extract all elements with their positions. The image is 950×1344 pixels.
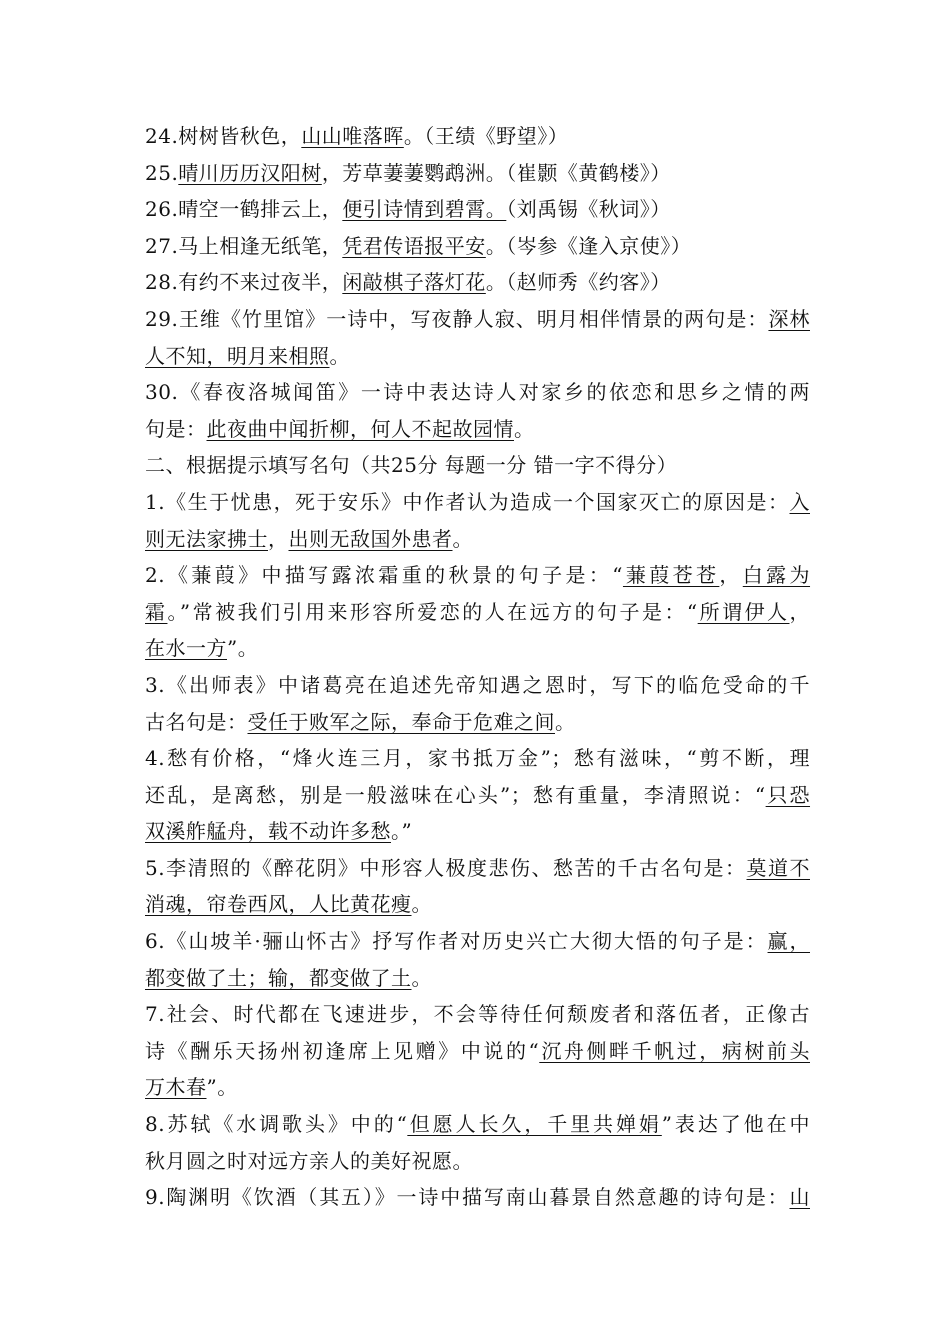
text-segment: ， — [268, 526, 289, 551]
doc-line — [145, 630, 810, 667]
text-segment: 3.《出师表》中诸葛亮在追述先帝知遇之恩时，写下的临危受命的千 — [145, 672, 810, 697]
doc-line — [145, 301, 810, 338]
answer-underlined: 沉舟侧畔千帆过，病树前头 — [539, 1038, 810, 1063]
doc-line — [145, 1069, 810, 1106]
text-segment: 。” — [391, 819, 413, 844]
doc-line — [145, 813, 810, 850]
text-segment: 。 — [452, 526, 473, 551]
text-segment: 。（赵师秀《约客》） — [485, 270, 671, 295]
text-segment: 。 — [411, 965, 432, 990]
doc-line — [145, 704, 810, 741]
text-segment: 1.《生于忧患，死于安乐》中作者认为造成一个国家灭亡的原因是： — [145, 489, 790, 514]
doc-line — [145, 411, 810, 448]
text-segment: 29.王维《竹里馆》一诗中，写夜静人寂、明月相伴情景的两句是： — [145, 306, 769, 331]
answer-underlined: 受任于败军之际，奉命于危难之间 — [247, 709, 555, 734]
answer-underlined: 万木春 — [145, 1075, 207, 1100]
answer-underlined: 白露为 — [742, 563, 811, 588]
text-segment: ， — [719, 563, 743, 588]
doc-line — [145, 338, 810, 375]
answer-underlined: 闲敲棋子落灯花 — [342, 270, 486, 295]
text-segment: 二、根据提示填写名句（共25分 每题一分 错一字不得分） — [145, 453, 678, 478]
answer-underlined: 消魂，帘卷西风，人比黄花瘦 — [145, 892, 412, 917]
answer-underlined: 人不知，明月来相照 — [145, 343, 330, 368]
text-segment: 。（岑参《逢入京使》） — [485, 233, 692, 258]
doc-line — [145, 264, 810, 301]
text-segment: 。 — [411, 892, 432, 917]
answer-underlined: 只恐 — [765, 782, 811, 807]
answer-underlined: 便引诗情到碧霄。 — [342, 197, 507, 222]
doc-line — [145, 996, 810, 1033]
text-segment: ， — [789, 599, 810, 624]
text-segment: 28.有约不来过夜半， — [145, 270, 343, 295]
doc-line — [145, 118, 810, 155]
text-segment: 26.晴空一鹤排云上， — [145, 197, 343, 222]
answer-underlined: 入 — [789, 489, 810, 514]
text-segment: 30.《春夜洛城闻笛》一诗中表达诗人对家乡的依恋和思乡之情的两 — [145, 380, 810, 405]
answer-underlined: 赢， — [767, 929, 810, 954]
answer-underlined: 山山唯落晖 — [301, 124, 404, 148]
answer-underlined: 深林 — [768, 306, 810, 331]
text-segment: 25. — [145, 160, 179, 185]
text-segment: 4.愁有价格，“烽火连三月，家书抵万金”；愁有滋味，“剪不断，理 — [145, 746, 810, 771]
text-segment: 24.树树皆秋色， — [145, 124, 302, 148]
doc-line — [145, 740, 810, 777]
text-segment: ”。 — [227, 636, 259, 661]
text-segment: 7.社会、时代都在飞速进步，不会等待任何颓废者和落伍者，正像古 — [145, 1002, 810, 1027]
answer-underlined: 则无法家拂士 — [145, 526, 268, 551]
text-segment: 27.马上相逢无纸笔， — [145, 233, 343, 258]
answer-underlined: 蒹葭苍苍 — [622, 563, 720, 588]
answer-underlined: 在水一方 — [145, 636, 227, 661]
text-segment: 。 — [329, 343, 350, 368]
text-segment: 。 — [555, 709, 576, 734]
text-segment: 古名句是： — [145, 709, 248, 734]
text-segment: 诗《酬乐天扬州初逢席上见赠》中说的“ — [145, 1038, 540, 1063]
text-segment: ”。 — [206, 1075, 238, 1100]
answer-underlined: 所谓伊人 — [697, 599, 790, 624]
answer-underlined: 此夜曲中闻折柳，何人不起故园情 — [206, 416, 514, 441]
doc-line — [145, 594, 810, 631]
doc-line — [145, 960, 810, 997]
text-segment: 2.《蒹葭》中描写露浓霜重的秋景的句子是：“ — [145, 563, 623, 588]
answer-underlined: 晴川历历汉阳树 — [178, 160, 322, 185]
doc-line — [145, 886, 810, 923]
answer-underlined: 都变做了土；输，都变做了土 — [145, 965, 412, 990]
doc-line — [145, 484, 810, 521]
text-segment: ，芳草萋萋鹦鹉洲。（崔颢《黄鹤楼》） — [321, 160, 671, 185]
section-heading — [145, 447, 810, 484]
doc-line — [145, 191, 810, 228]
answer-underlined: 出则无敌国外患者 — [288, 526, 453, 551]
answer-underlined: 山 — [789, 1185, 810, 1210]
text-segment: 。 — [514, 416, 535, 441]
doc-line — [145, 777, 810, 814]
text-segment: 5.李清照的《醉花阴》中形容人极度悲伤、愁苦的千古名句是： — [145, 855, 747, 880]
text-segment: 6.《山坡羊·骊山怀古》抒写作者对历史兴亡大彻大悟的句子是： — [145, 929, 768, 954]
text-segment: 还乱，是离愁，别是一般滋味在心头”；愁有重量，李清照说：“ — [145, 782, 766, 807]
text-segment: 9.陶渊明《饮酒（其五）》一诗中描写南山暮景自然意趣的诗句是： — [145, 1185, 790, 1210]
text-segment: 秋月圆之时对远方亲人的美好祝愿。 — [145, 1148, 473, 1173]
answer-underlined: 莫道不 — [746, 855, 810, 880]
doc-line — [145, 155, 810, 192]
doc-line — [145, 1179, 810, 1216]
doc-line — [145, 521, 810, 558]
text-segment: （刘禹锡《秋词》） — [506, 197, 671, 222]
answer-underlined: 但愿人长久，千里共婵娟 — [407, 1112, 662, 1137]
text-segment: 句是： — [145, 416, 207, 441]
answer-underlined: 双溪舴艋舟，载不动许多愁 — [145, 819, 391, 844]
text-segment: 8.苏轼《水调歌头》中的“ — [145, 1112, 408, 1137]
doc-line — [145, 923, 810, 960]
doc-line — [145, 1106, 810, 1143]
answer-underlined: 霜 — [145, 599, 168, 624]
text-segment: 。”常被我们引用来形容所爱恋的人在远方的句子是：“ — [167, 599, 698, 624]
doc-line — [145, 850, 810, 887]
doc-line — [145, 228, 810, 265]
document-page — [145, 118, 810, 1216]
text-segment: 。（王绩《野望》） — [403, 124, 569, 148]
doc-line — [145, 667, 810, 704]
doc-line — [145, 1143, 810, 1180]
doc-line — [145, 374, 810, 411]
doc-line — [145, 557, 810, 594]
answer-underlined: 凭君传语报平安 — [342, 233, 486, 258]
text-segment: ”表达了他在中 — [661, 1112, 810, 1137]
doc-line — [145, 1033, 810, 1070]
